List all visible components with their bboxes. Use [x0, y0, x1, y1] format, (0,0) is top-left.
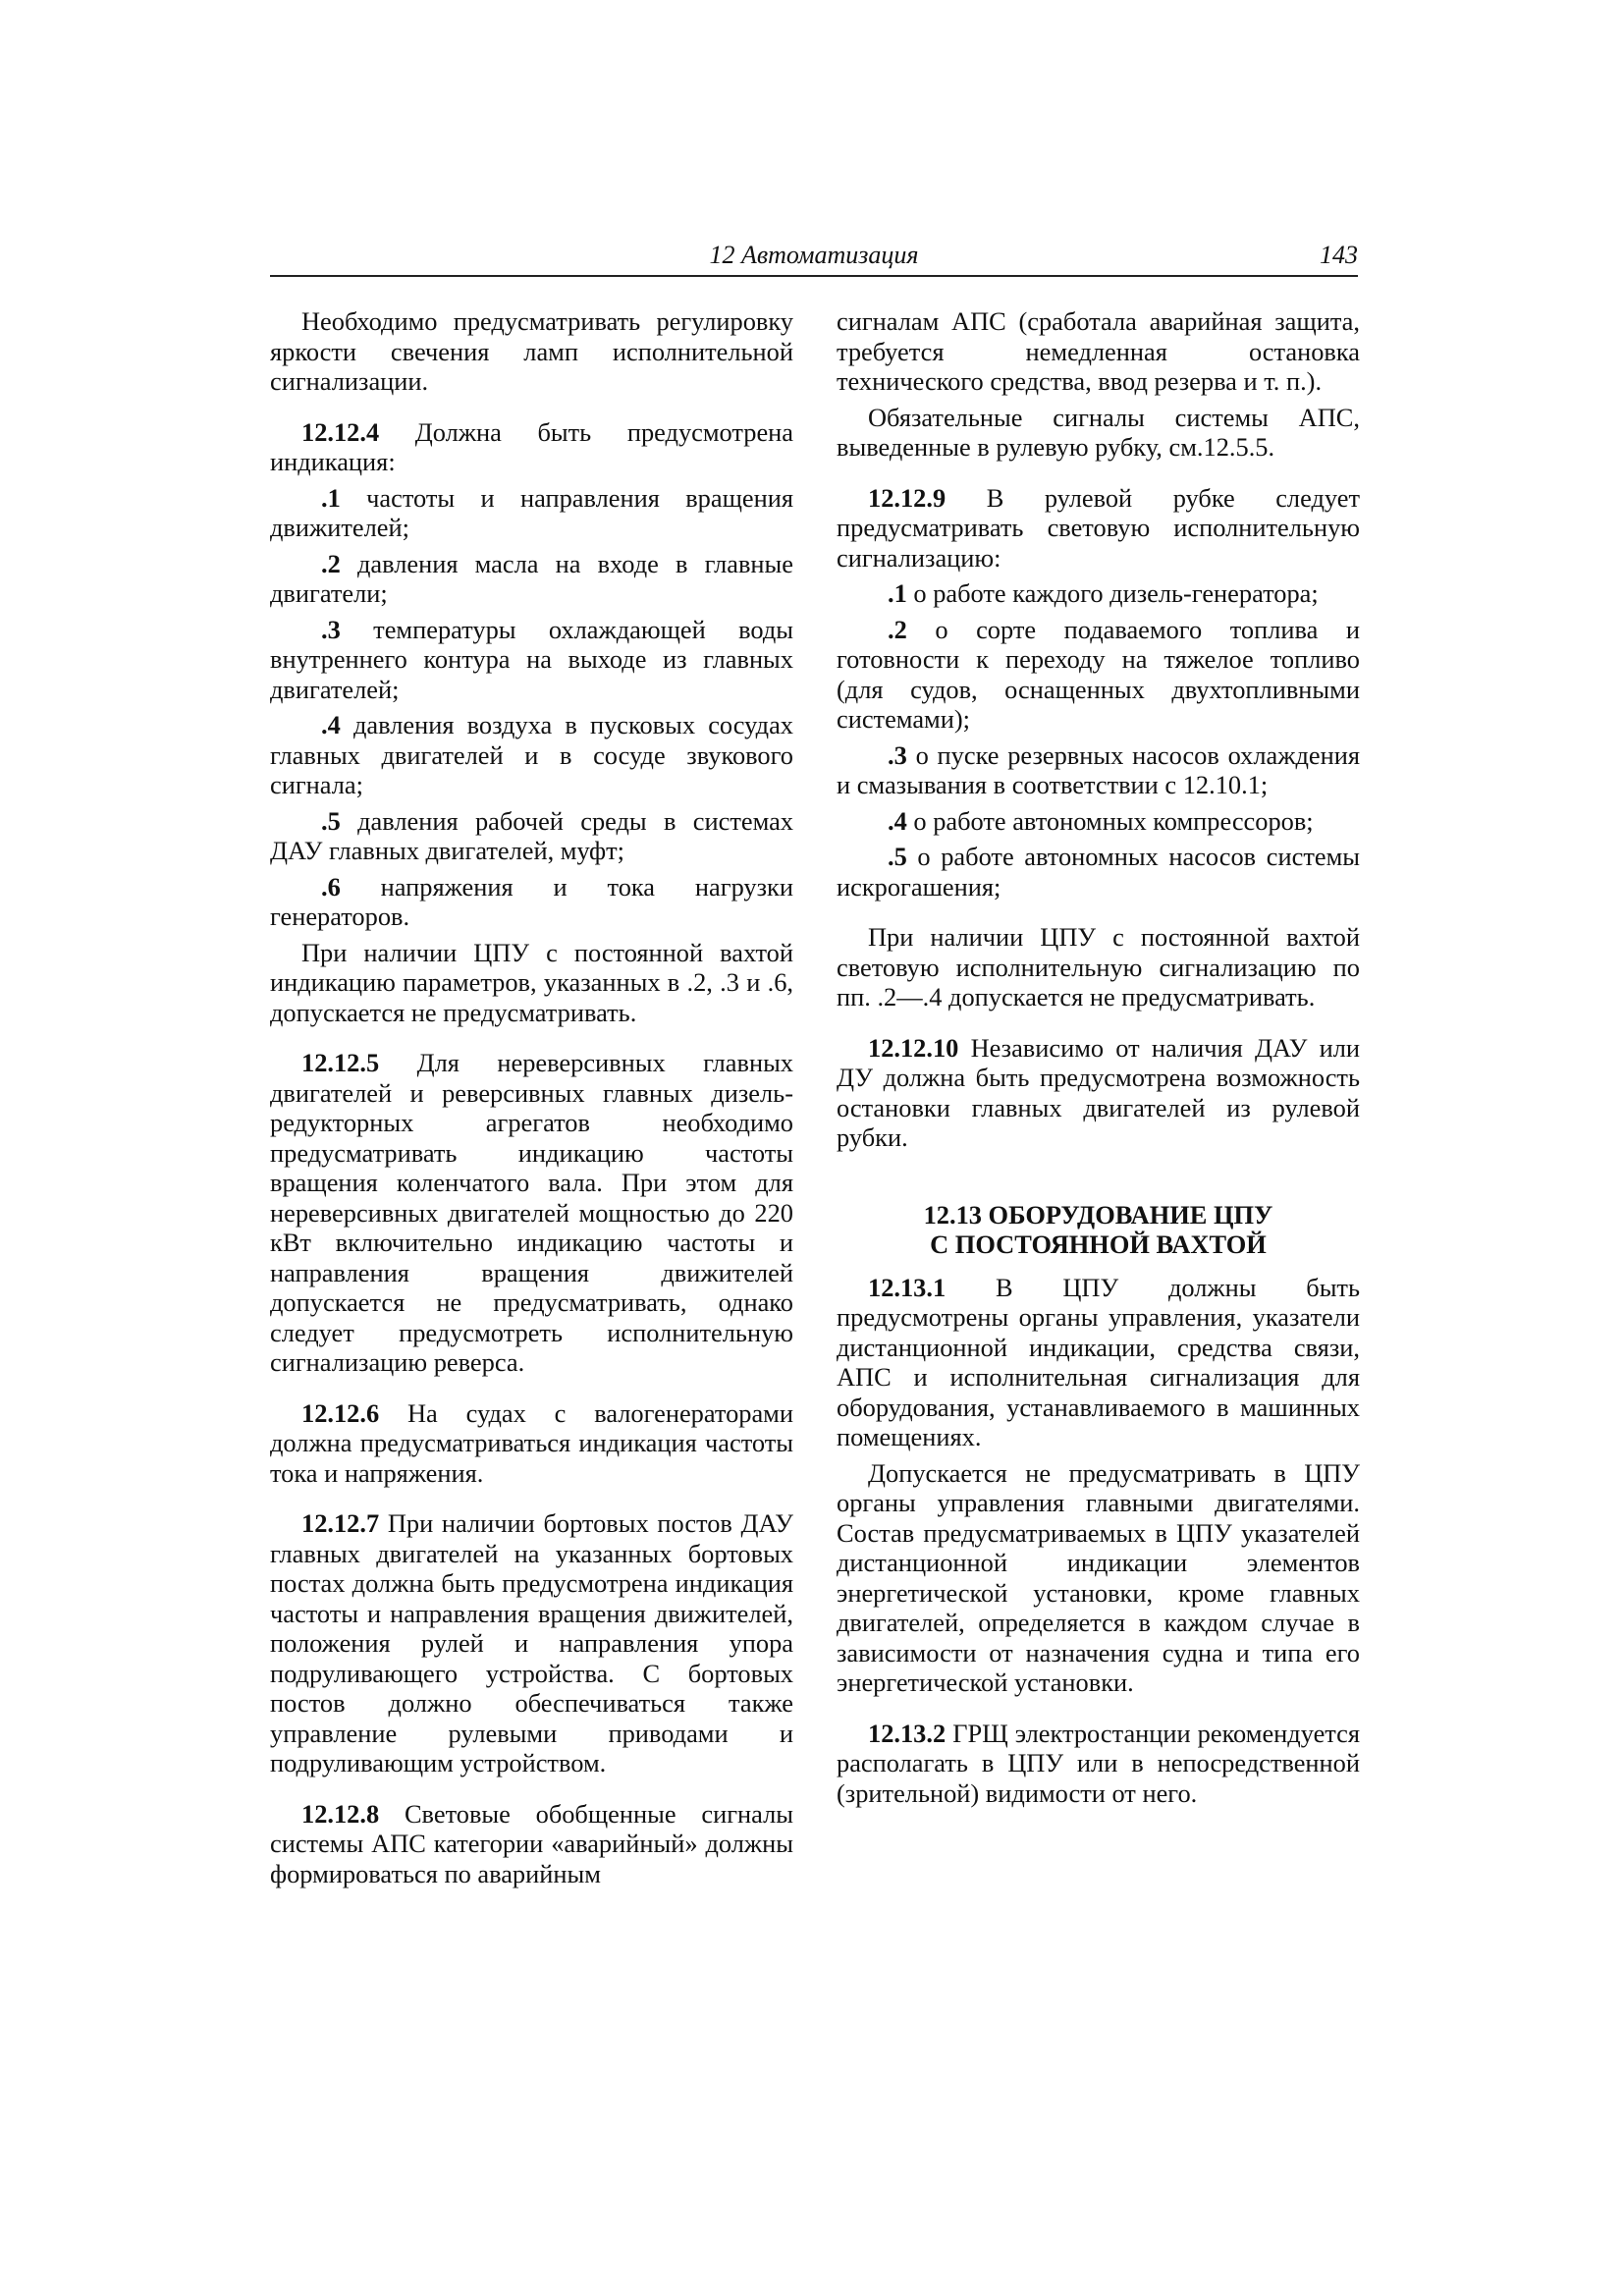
list-item	[270, 872, 793, 932]
list-item	[270, 483, 793, 543]
item-text: напряжения и тока нагрузки генераторов.	[270, 871, 793, 931]
clause-number: 12.12.9	[868, 482, 947, 513]
item-text: частоты и направления вращения движителей;	[270, 482, 793, 542]
clause-12-12-8	[270, 1799, 793, 1889]
item-text: о работе автономных компрессоров;	[906, 805, 1314, 836]
clause-12-13-2	[837, 1719, 1360, 1809]
paragraph: При наличии ЦПУ с постоянной вахтой индикацию параметров, указанных в .2, .3 и .6, допускается не предусматривать.	[270, 937, 793, 1027]
item-text: о сорте подаваемого топлива и готовности к переходу на тяжелое топливо (для судов, оснащенных двухтопливными системами);	[837, 614, 1360, 734]
item-number: .2	[888, 614, 907, 644]
clause-number: 12.13.2	[868, 1718, 947, 1748]
clause-text: В рулевой рубке следует предусматривать световую исполнительную сигнализацию:	[837, 482, 1360, 573]
paragraph: сигналам АПС (сработала аварийная защита, требуется немедленная остановка технического средства, ввод резерва и т. п.).	[837, 306, 1360, 396]
clause-12-12-5	[270, 1048, 793, 1378]
clause-12-12-9	[837, 483, 1360, 574]
clause-number: 12.12.5	[301, 1048, 380, 1077]
list-item	[837, 578, 1360, 609]
clause-number: 12.12.6	[301, 1397, 380, 1428]
clause-number: 12.12.4	[301, 416, 380, 447]
clause-12-12-10	[837, 1033, 1360, 1153]
list-item	[270, 615, 793, 705]
item-number: .3	[321, 614, 341, 644]
section-heading-line: 12.13 ОБОРУДОВАНИЕ ЦПУ	[923, 1199, 1273, 1230]
clause-number: 12.12.10	[868, 1032, 959, 1063]
clause-text: В ЦПУ должны быть предусмотрены органы управления, указатели дистанционной индикации, средства связи, АПС и исполнительная сигнализация для оборудования, устанавливаемого в машинных помещениях.	[837, 1272, 1360, 1451]
item-text: о работе каждого дизель-генератора;	[906, 578, 1319, 608]
clause-text: На судах с валогенераторами должна предусматриваться индикация частоты тока и напряжения.	[270, 1397, 793, 1488]
clause-text: Независимо от наличия ДАУ или ДУ должна быть предусмотрена возможность остановки главных двигателей из рулевой рубки.	[837, 1032, 1360, 1152]
list-item	[270, 806, 793, 866]
item-number: .1	[321, 482, 341, 513]
clause-12-12-7	[270, 1508, 793, 1778]
paragraph: При наличии ЦПУ с постоянной вахтой световую исполнительную сигнализацию по пп. .2—.4 допускается не предусматривать.	[837, 922, 1360, 1011]
section-heading-line: С ПОСТОЯННОЙ ВАХТОЙ	[930, 1229, 1267, 1259]
paragraph: Обязательные сигналы системы АПС, выведенные в рулевую рубку, см.12.5.5.	[837, 402, 1360, 462]
paragraph: Необходимо предусматривать регулировку яркости свечения ламп исполнительной сигнализации.	[270, 306, 793, 396]
item-text: о пуске резервных насосов охлаждения и смазывания в соответствии с 12.10.1;	[837, 739, 1360, 799]
clause-text: Световые обобщенные сигналы системы АПС категории «аварийный» должны формироваться по аварийным	[270, 1798, 793, 1888]
clause-number: 12.12.8	[301, 1798, 380, 1829]
clause-text: ГРЩ электростанции рекомендуется располагать в ЦПУ или в непосредственной (зрительной) видимости от него.	[837, 1718, 1360, 1808]
list-item	[270, 549, 793, 609]
list-item	[837, 740, 1360, 800]
item-text: давления масла на входе в главные двигатели;	[270, 548, 793, 608]
item-text: о работе автономных насосов системы искрогашения;	[837, 842, 1360, 902]
left-column	[270, 306, 793, 1888]
item-number: .5	[888, 842, 907, 871]
item-number: .6	[321, 871, 341, 902]
section-heading	[837, 1200, 1360, 1259]
item-number: .1	[888, 578, 907, 608]
item-number: .3	[888, 739, 907, 770]
item-text: давления рабочей среды в системах ДАУ главных двигателей, муфт;	[270, 805, 793, 865]
item-number: .4	[321, 710, 341, 739]
list-item	[270, 710, 793, 800]
clause-number: 12.12.7	[301, 1508, 380, 1538]
item-number: .5	[321, 805, 341, 836]
running-header	[270, 240, 1358, 277]
list-item	[837, 806, 1360, 837]
list-item	[837, 842, 1360, 902]
clause-12-12-4	[270, 417, 793, 477]
item-number: .2	[321, 548, 341, 578]
clause-number: 12.13.1	[868, 1272, 947, 1302]
clause-12-12-6	[270, 1398, 793, 1489]
clause-text: Должна быть предусмотрена индикация:	[270, 416, 793, 476]
right-column	[837, 306, 1360, 1808]
item-text: температуры охлаждающей воды внутреннего контура на выходе из главных двигателей;	[270, 614, 793, 704]
clause-text: При наличии бортовых постов ДАУ главных двигателей на указанных бортовых постах должна быть предусмотрена индикация частоты и направления вращения движителей, положения рулей и направления упора подруливающего устройства. С бортовых постов должно обеспечиваться также управление рулевыми приводами и подруливающим устройством.	[270, 1508, 793, 1777]
chapter-title: 12 Автоматизация	[709, 241, 919, 269]
item-number: .4	[888, 805, 907, 836]
page-number: 143	[1320, 241, 1358, 269]
paragraph: Допускается не предусматривать в ЦПУ органы управления главными двигателями. Состав предусматриваемых в ЦПУ указателей дистанционной индикации элементов энергетической установки, кроме главных двигателей, определяется в каждом случае в зависимости от назначения судна и типа его энергетической установки.	[837, 1457, 1360, 1697]
list-item	[837, 615, 1360, 735]
clause-text: Для нереверсивных главных двигателей и реверсивных главных дизель-редукторных агрегатов необходимо предусматривать индикацию частоты вращения коленчатого вала. При этом для нереверсивных двигателей мощностью до 220 кВт включительно индикацию частоты и направления вращения движителей допускается не предусматривать, однако следует предусмотреть исполнительную сигнализацию реверса.	[270, 1048, 793, 1377]
item-text: давления воздуха в пусковых сосудах главных двигателей и в сосуде звукового сигнала;	[270, 710, 793, 799]
clause-12-13-1	[837, 1273, 1360, 1452]
